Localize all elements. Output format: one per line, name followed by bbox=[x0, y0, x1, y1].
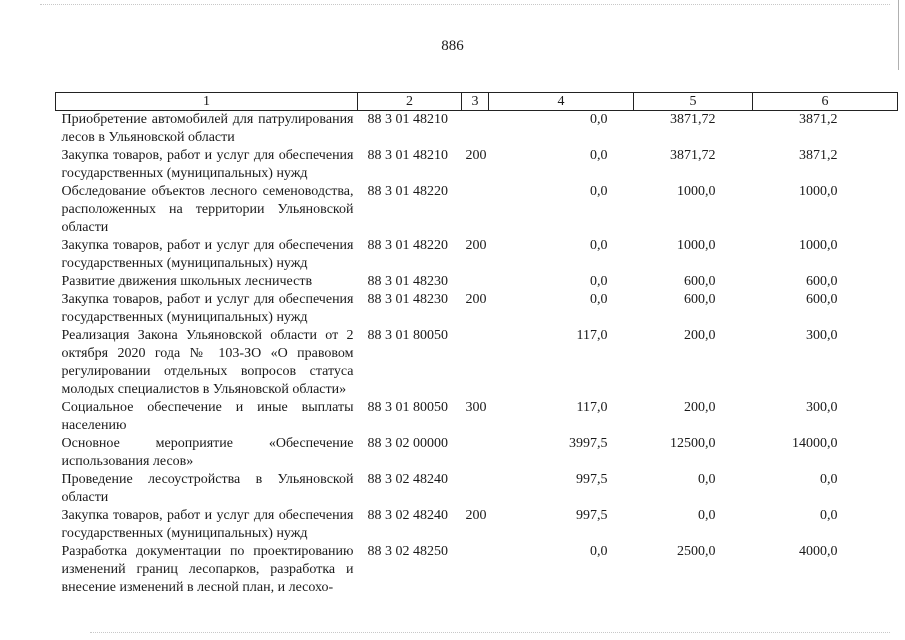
column-header-row bbox=[56, 93, 898, 111]
column-header-5: 5 bbox=[634, 93, 753, 111]
row-code: 88 3 02 48250 bbox=[367, 544, 448, 559]
table-row bbox=[56, 237, 898, 273]
row-code: 88 3 01 48220 bbox=[367, 238, 448, 253]
row-name: Основное мероприятие «Обеспечение использования лесов» bbox=[61, 436, 354, 469]
table-row bbox=[56, 543, 898, 597]
row-value-col6: 3871,2 bbox=[799, 148, 838, 163]
scan-artifact-bottom bbox=[90, 632, 890, 634]
row-value-col6: 1000,0 bbox=[799, 184, 838, 199]
row-expense-type bbox=[462, 543, 489, 597]
row-code: 88 3 01 80050 bbox=[367, 400, 448, 415]
table-row bbox=[56, 291, 898, 327]
row-code: 88 3 01 48230 bbox=[367, 292, 448, 307]
row-name: Закупка товаров, работ и услуг для обеспечения государственных (муниципальных) нужд bbox=[61, 238, 354, 271]
row-value-col4: 117,0 bbox=[576, 328, 608, 343]
row-value-col4: 0,0 bbox=[590, 274, 608, 289]
row-value-col4: 0,0 bbox=[590, 238, 608, 253]
column-header-2: 2 bbox=[358, 93, 462, 111]
row-code: 88 3 01 48210 bbox=[367, 112, 448, 127]
row-name: Реализация Закона Ульяновской области от 2 октября 2020 года № 103-ЗО «О правовом регулировании отдельных вопросов статуса молодых специалистов в Ульяновской области» bbox=[61, 328, 354, 397]
row-name: Развитие движения школьных лесничеств bbox=[61, 274, 313, 289]
table-row bbox=[56, 273, 898, 291]
row-value-col5: 0,0 bbox=[698, 472, 716, 487]
page-number: 886 bbox=[441, 38, 464, 54]
row-expense-type bbox=[462, 471, 489, 507]
column-header-4: 4 bbox=[489, 93, 634, 111]
row-expense-type: 200 bbox=[465, 238, 487, 253]
row-value-col5: 200,0 bbox=[684, 328, 716, 343]
column-header-6: 6 bbox=[753, 93, 898, 111]
row-value-col5: 3871,72 bbox=[670, 148, 716, 163]
row-name: Проведение лесоустройства в Ульяновской области bbox=[61, 472, 354, 505]
row-value-col4: 997,5 bbox=[576, 472, 608, 487]
row-name: Закупка товаров, работ и услуг для обеспечения государственных (муниципальных) нужд bbox=[61, 508, 354, 541]
row-code: 88 3 01 48230 bbox=[367, 274, 448, 289]
row-value-col6: 300,0 bbox=[806, 328, 838, 343]
budget-table bbox=[55, 92, 898, 597]
row-value-col5: 0,0 bbox=[698, 508, 716, 523]
row-code: 88 3 02 48240 bbox=[367, 508, 448, 523]
row-value-col4: 0,0 bbox=[590, 184, 608, 199]
table-row bbox=[56, 471, 898, 507]
row-code: 88 3 01 48210 bbox=[367, 148, 448, 163]
row-expense-type bbox=[462, 273, 489, 291]
scan-artifact-top bbox=[40, 4, 890, 6]
row-value-col4: 0,0 bbox=[590, 292, 608, 307]
table-row bbox=[56, 507, 898, 543]
row-code: 88 3 01 48220 bbox=[367, 184, 448, 199]
scan-artifact-right bbox=[898, 0, 899, 70]
row-name: Разработка документации по проектированию изменений границ лесопарков, разработка и внесение изменений в лесной план, и лесохо- bbox=[61, 544, 354, 595]
row-name: Социальное обеспечение и иные выплаты населению bbox=[61, 400, 354, 433]
table-row bbox=[56, 327, 898, 399]
row-name: Приобретение автомобилей для патрулирования лесов в Ульяновской области bbox=[61, 112, 354, 145]
row-value-col5: 1000,0 bbox=[677, 238, 716, 253]
row-value-col5: 200,0 bbox=[684, 400, 716, 415]
row-expense-type: 200 bbox=[465, 148, 487, 163]
row-value-col6: 14000,0 bbox=[792, 436, 838, 451]
row-value-col5: 600,0 bbox=[684, 292, 716, 307]
row-value-col4: 117,0 bbox=[576, 400, 608, 415]
table-row bbox=[56, 147, 898, 183]
row-name: Обследование объектов лесного семеноводства, расположенных на территории Ульяновской области bbox=[61, 184, 354, 235]
table-row bbox=[56, 399, 898, 435]
row-value-col6: 600,0 bbox=[806, 292, 838, 307]
table-row bbox=[56, 183, 898, 237]
row-value-col6: 1000,0 bbox=[799, 238, 838, 253]
row-value-col6: 0,0 bbox=[820, 508, 838, 523]
row-value-col6: 0,0 bbox=[820, 472, 838, 487]
row-value-col4: 0,0 bbox=[590, 112, 608, 127]
row-value-col5: 1000,0 bbox=[677, 184, 716, 199]
row-value-col4: 997,5 bbox=[576, 508, 608, 523]
row-expense-type bbox=[462, 111, 489, 148]
row-name: Закупка товаров, работ и услуг для обеспечения государственных (муниципальных) нужд bbox=[61, 148, 354, 181]
row-value-col4: 0,0 bbox=[590, 148, 608, 163]
column-header-3: 3 bbox=[462, 93, 489, 111]
row-expense-type: 200 bbox=[465, 508, 487, 523]
row-code: 88 3 01 80050 bbox=[367, 328, 448, 343]
row-value-col5: 3871,72 bbox=[670, 112, 716, 127]
row-value-col4: 3997,5 bbox=[569, 436, 608, 451]
row-value-col6: 300,0 bbox=[806, 400, 838, 415]
row-name: Закупка товаров, работ и услуг для обеспечения государственных (муниципальных) нужд bbox=[61, 292, 354, 325]
row-value-col4: 0,0 bbox=[590, 544, 608, 559]
row-value-col5: 2500,0 bbox=[677, 544, 716, 559]
row-value-col5: 600,0 bbox=[684, 274, 716, 289]
row-expense-type: 200 bbox=[465, 292, 487, 307]
column-header-1: 1 bbox=[56, 93, 358, 111]
row-value-col5: 12500,0 bbox=[670, 436, 716, 451]
table-row bbox=[56, 435, 898, 471]
row-expense-type bbox=[462, 327, 489, 399]
table-row bbox=[56, 111, 898, 148]
row-code: 88 3 02 00000 bbox=[367, 436, 448, 451]
row-expense-type bbox=[462, 435, 489, 471]
row-value-col6: 3871,2 bbox=[799, 112, 838, 127]
row-expense-type bbox=[462, 183, 489, 237]
row-value-col6: 600,0 bbox=[806, 274, 838, 289]
row-expense-type: 300 bbox=[465, 400, 487, 415]
row-value-col6: 4000,0 bbox=[799, 544, 838, 559]
row-code: 88 3 02 48240 bbox=[367, 472, 448, 487]
